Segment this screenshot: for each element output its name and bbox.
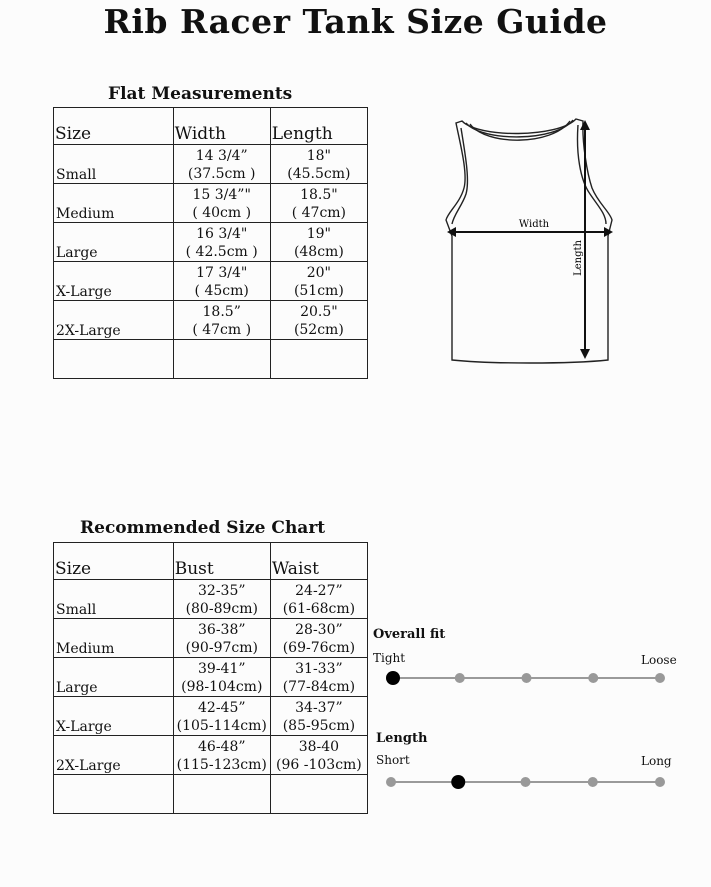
recommended-size-table (53, 542, 368, 814)
length-cell: 19" (48cm) (270, 223, 367, 262)
table-row (54, 301, 368, 340)
overall-fit-left-label: Tight (373, 651, 406, 665)
bust-cell: 42-45” (105-114cm) (173, 697, 270, 736)
length-label: Length (573, 240, 584, 276)
size-cell: Small (54, 580, 174, 619)
table-row (54, 658, 368, 697)
scale-dot (522, 673, 532, 683)
overall-fit-right-label: Loose (641, 653, 677, 667)
tank-diagram (430, 108, 630, 373)
length-fit-left-label: Short (376, 753, 410, 767)
scale-dot (521, 777, 531, 787)
scale-dot (655, 777, 665, 787)
table-header-length: Length (270, 108, 367, 145)
scale-dot (655, 673, 665, 683)
scale-dot (455, 673, 465, 683)
table-row-empty (54, 340, 368, 379)
length-fit-scale (378, 770, 678, 794)
table-row-empty (54, 775, 368, 814)
size-cell: Small (54, 145, 174, 184)
table-row (54, 223, 368, 262)
table-row (54, 580, 368, 619)
width-cell: 18.5” ( 47cm ) (173, 301, 270, 340)
table-header-bust: Bust (173, 543, 270, 580)
table-row (54, 145, 368, 184)
length-fit-right-label: Long (641, 754, 672, 768)
bust-cell: 36-38” (90-97cm) (173, 619, 270, 658)
overall-fit-title: Overall fit (373, 627, 446, 642)
waist-cell: 34-37” (85-95cm) (270, 697, 367, 736)
length-arrow (580, 120, 590, 359)
table-header-size: Size (54, 108, 174, 145)
scale-dot-selected (451, 775, 465, 789)
length-cell: 20.5" (52cm) (270, 301, 367, 340)
width-cell: 15 3/4”" ( 40cm ) (173, 184, 270, 223)
bust-cell: 39-41” (98-104cm) (173, 658, 270, 697)
table-row (54, 697, 368, 736)
length-cell: 18.5" ( 47cm) (270, 184, 367, 223)
table-header-size: Size (54, 543, 174, 580)
page-title: Rib Racer Tank Size Guide (103, 2, 608, 41)
size-cell: Large (54, 223, 174, 262)
table-row (54, 619, 368, 658)
waist-cell: 31-33” (77-84cm) (270, 658, 367, 697)
flat-measurements-title: Flat Measurements (108, 84, 293, 104)
table-header-waist: Waist (270, 543, 367, 580)
table-header-width: Width (173, 108, 270, 145)
width-cell: 14 3/4” (37.5cm ) (173, 145, 270, 184)
scale-dot (588, 673, 598, 683)
length-cell: 18" (45.5cm) (270, 145, 367, 184)
width-label: Width (518, 219, 550, 230)
width-cell: 16 3/4" ( 42.5cm ) (173, 223, 270, 262)
size-cell: 2X-Large (54, 301, 174, 340)
bust-cell: 46-48” (115-123cm) (173, 736, 270, 775)
waist-cell: 28-30” (69-76cm) (270, 619, 367, 658)
size-cell: 2X-Large (54, 736, 174, 775)
scale-dot (588, 777, 598, 787)
size-cell: Medium (54, 184, 174, 223)
flat-measurements-table (53, 107, 368, 379)
size-cell: Large (54, 658, 174, 697)
scale-dot-selected (386, 671, 400, 685)
length-fit-title: Length (376, 731, 428, 746)
size-cell: Medium (54, 619, 174, 658)
scale-dot (386, 777, 396, 787)
size-cell: X-Large (54, 262, 174, 301)
bust-cell: 32-35” (80-89cm) (173, 580, 270, 619)
recommended-size-title: Recommended Size Chart (80, 518, 326, 538)
waist-cell: 38-40 (96 -103cm) (270, 736, 367, 775)
table-row (54, 184, 368, 223)
waist-cell: 24-27” (61-68cm) (270, 580, 367, 619)
tank-outline (446, 119, 612, 363)
length-cell: 20" (51cm) (270, 262, 367, 301)
size-cell: X-Large (54, 697, 174, 736)
table-row (54, 736, 368, 775)
width-cell: 17 3/4" ( 45cm) (173, 262, 270, 301)
overall-fit-scale (378, 666, 678, 690)
table-row (54, 262, 368, 301)
